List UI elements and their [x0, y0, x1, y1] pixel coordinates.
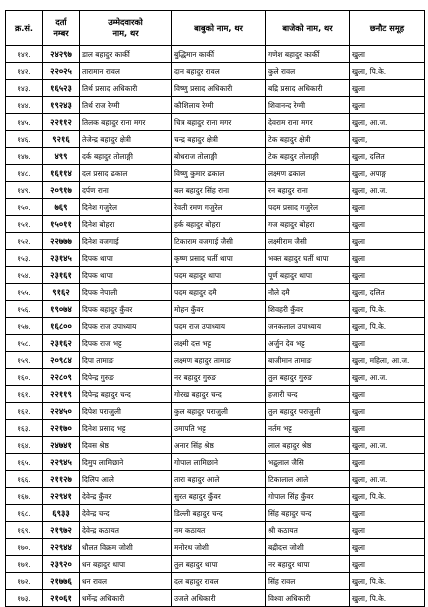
selection-group-cell: खुला, अपाङ्ग: [350, 165, 425, 182]
serial-number-cell: १५२.: [6, 233, 43, 250]
table-row: [6, 233, 425, 250]
header-registration-number: [43, 11, 80, 46]
grandfather-name-cell: बद्रि प्रसाद अधिकारी: [266, 80, 350, 97]
father-name-cell: बुद्धिमान कार्की: [172, 46, 266, 63]
registration-number-cell: २४२९७: [43, 46, 80, 63]
selection-group-cell: खुला, आ.ज.: [350, 471, 425, 488]
registration-number-cell: २०९१७: [43, 182, 80, 199]
grandfather-name-cell: टेक बहादुर तोलाङ्गी: [266, 148, 350, 165]
father-name-cell: तारा बहादुर आले: [172, 471, 266, 488]
registration-number-cell: २१०६१: [43, 590, 80, 607]
header-serial-number: [6, 11, 43, 46]
table-row: [6, 165, 425, 182]
table-row: [6, 46, 425, 63]
selection-group-cell: खुला: [350, 199, 425, 216]
selection-group-cell: खुला: [350, 556, 425, 573]
table-row: [6, 403, 425, 420]
candidate-name-cell: दिपक राज उपाध्याय: [80, 318, 172, 335]
selection-group-cell: खुला, दलित: [350, 284, 425, 301]
father-name-cell: बोधराज तोलाङ्गी: [172, 148, 266, 165]
table-row: [6, 131, 425, 148]
table-row: [6, 216, 425, 233]
father-name-cell: कुल बहादुर पराजुली: [172, 403, 266, 420]
registration-number-cell: ६९३३: [43, 505, 80, 522]
selection-group-cell: खुला: [350, 539, 425, 556]
serial-number-cell: १५३.: [6, 250, 43, 267]
selection-group-cell: खुला: [350, 420, 425, 437]
registration-number-cell: ९१६२: [43, 284, 80, 301]
selection-group-cell: खुला, आ.ज.: [350, 437, 425, 454]
grandfather-name-cell: भक्त बहादुर घर्ती थापा: [266, 250, 350, 267]
registration-number-cell: २११२७: [43, 471, 80, 488]
candidate-name-cell: दिपक बहादुर कुँवर: [80, 301, 172, 318]
registration-number-cell: १६८००: [43, 318, 80, 335]
serial-number-cell: १५०.: [6, 199, 43, 216]
serial-number-cell: १६२.: [6, 403, 43, 420]
header-text-line: छनौट समूह: [369, 22, 405, 33]
selection-group-cell: खुला, पि.के.: [350, 590, 425, 607]
father-name-cell: टिकाराम वजगाई जैसी: [172, 233, 266, 250]
table-row: [6, 369, 425, 386]
selection-group-cell: खुला, महिला, आ.ज.: [350, 352, 425, 369]
father-name-cell: सुरत बहादुर कुँवर: [172, 488, 266, 505]
grandfather-name-cell: भद्रुलाल जैसि: [266, 454, 350, 471]
candidate-name-cell: दिलिप आले: [80, 471, 172, 488]
father-name-cell: डिल्ली बहादुर चन्द: [172, 505, 266, 522]
grandfather-name-cell: शिवानन्द रेग्मी: [266, 97, 350, 114]
serial-number-cell: १५९.: [6, 352, 43, 369]
father-name-cell: पदम बहादुर दमै: [172, 284, 266, 301]
candidate-name-cell: तिलक बहादुर राना मगर: [80, 114, 172, 131]
candidate-name-cell: डाल बहादुर कार्की: [80, 46, 172, 63]
candidate-name-cell: तिर्थ राज रेग्मी: [80, 97, 172, 114]
grandfather-name-cell: शिवहरी कुँवर: [266, 301, 350, 318]
father-name-cell: पदम बहादुर थापा: [172, 267, 266, 284]
header-candidate-name: [80, 11, 172, 46]
header-text-line: दर्ता: [55, 17, 67, 27]
serial-number-cell: १४२.: [6, 63, 43, 80]
serial-number-cell: १६९.: [6, 522, 43, 539]
grandfather-name-cell: बाजीमान तामाङ: [266, 352, 350, 369]
table-row: [6, 352, 425, 369]
grandfather-name-cell: सिंह रावल: [266, 573, 350, 590]
grandfather-name-cell: सिंह बहादुर चन्द: [266, 505, 350, 522]
table-row: [6, 556, 425, 573]
candidate-name-cell: दिनेश वजगाई: [80, 233, 172, 250]
serial-number-cell: १५८.: [6, 335, 43, 352]
candidate-name-cell: देवेन्द्र कुँवर: [80, 488, 172, 505]
candidate-name-cell: दल प्रसाद ढकाल: [80, 165, 172, 182]
table-row: [6, 267, 425, 284]
header-text-line: क्र.सं.: [14, 22, 34, 33]
selection-group-cell: खुला: [350, 522, 425, 539]
header-text-line: उम्मेदवारको: [108, 17, 143, 27]
candidate-name-cell: धर्मेन्द्र अधिकारी: [80, 590, 172, 607]
grandfather-name-cell: गज बहादुर बोहरा: [266, 216, 350, 233]
serial-number-cell: १४१.: [6, 46, 43, 63]
grandfather-name-cell: गणेश बहादुर कार्की: [266, 46, 350, 63]
grandfather-name-cell: हजारी चन्द: [266, 386, 350, 403]
registration-number-cell: १९२४३: [43, 97, 80, 114]
serial-number-cell: १४४.: [6, 97, 43, 114]
selection-group-cell: खुला: [350, 386, 425, 403]
serial-number-cell: १४९.: [6, 182, 43, 199]
selection-group-cell: खुला, आ.ज.: [350, 182, 425, 199]
candidate-name-cell: दिमुप लामिछाने: [80, 454, 172, 471]
candidate-name-cell: दर्क बहादुर तोलाङ्गी: [80, 148, 172, 165]
grandfather-name-cell: नर्तम भट्ट: [266, 420, 350, 437]
grandfather-name-cell: जनकलाल उपाध्याय: [266, 318, 350, 335]
grandfather-name-cell: नौले दमै: [266, 284, 350, 301]
serial-number-cell: १४७.: [6, 148, 43, 165]
registration-number-cell: २२११२: [43, 114, 80, 131]
registration-number-cell: ९२१६: [43, 131, 80, 148]
father-name-cell: कृष्ण प्रसाद घर्ती थापा: [172, 250, 266, 267]
table-row: [6, 182, 425, 199]
father-name-cell: नर बहादुर गुरुङ: [172, 369, 266, 386]
registration-number-cell: २२७७७: [43, 233, 80, 250]
serial-number-cell: १५४.: [6, 267, 43, 284]
registration-number-cell: २२११९: [43, 386, 80, 403]
serial-number-cell: १५७.: [6, 318, 43, 335]
father-name-cell: अनार सिंह श्रेष्ठ: [172, 437, 266, 454]
table-row: [6, 488, 425, 505]
registration-number-cell: २१७७६: [43, 573, 80, 590]
grandfather-name-cell: तुल बहादुर गुरुङ: [266, 369, 350, 386]
serial-number-cell: १७०.: [6, 539, 43, 556]
registration-number-cell: २२४५०: [43, 403, 80, 420]
grandfather-name-cell: लक्ष्मीराम जैसी: [266, 233, 350, 250]
candidate-name-cell: तारामान रावल: [80, 63, 172, 80]
candidate-name-cell: दिपक नेपाली: [80, 284, 172, 301]
candidate-name-cell: दिपक थापा: [80, 250, 172, 267]
candidate-name-cell: दिनेश बोहरा: [80, 216, 172, 233]
father-name-cell: कौशिलाय रेग्मी: [172, 97, 266, 114]
registration-number-cell: २२८०९: [43, 369, 80, 386]
grandfather-name-cell: टेक बहादुर क्षेत्री: [266, 131, 350, 148]
table-row: [6, 471, 425, 488]
candidate-name-cell: धन रावल: [80, 573, 172, 590]
header-row: [6, 11, 425, 46]
grandfather-name-cell: देवराम राना मगर: [266, 114, 350, 131]
father-name-cell: हर्क बहादुर बोहरा: [172, 216, 266, 233]
father-name-cell: रेवती रमण गजुरेल: [172, 199, 266, 216]
table-row: [6, 318, 425, 335]
registration-number-cell: १५०११: [43, 216, 80, 233]
selection-group-cell: खुला, पि.के.: [350, 318, 425, 335]
selection-group-cell: खुला, दलित: [350, 148, 425, 165]
selection-group-cell: खुला, पि.के.: [350, 301, 425, 318]
candidate-table: [5, 10, 425, 607]
header-selection-group: [350, 11, 425, 46]
table-row: [6, 505, 425, 522]
header-text-line: नम्बर: [53, 28, 69, 38]
table-row: [6, 539, 425, 556]
father-name-cell: दान बहादुर रावल: [172, 63, 266, 80]
selection-group-cell: खुला,: [350, 131, 425, 148]
father-name-cell: विष्णु कुमार ढकाल: [172, 165, 266, 182]
candidate-list-sheet: [5, 10, 424, 607]
father-name-cell: मोहन कुँवर: [172, 301, 266, 318]
registration-number-cell: २३९२०: [43, 556, 80, 573]
header-father-name: [172, 11, 266, 46]
registration-number-cell: २३१६१: [43, 267, 80, 284]
father-name-cell: गोपाल लामिछाने: [172, 454, 266, 471]
selection-group-cell: खुला, पि.के.: [350, 63, 425, 80]
table-row: [6, 573, 425, 590]
table-row: [6, 590, 425, 607]
candidate-name-cell: धन बहादुर थापा: [80, 556, 172, 573]
registration-number-cell: १६५२३: [43, 80, 80, 97]
registration-number-cell: ७६९: [43, 199, 80, 216]
registration-number-cell: ४९९: [43, 148, 80, 165]
father-name-cell: उमापति भट्ट: [172, 420, 266, 437]
grandfather-name-cell: विश्वा अधिकारी: [266, 590, 350, 607]
grandfather-name-cell: पदम प्रसाद गजुरेल: [266, 199, 350, 216]
registration-number-cell: २२९४५: [43, 454, 80, 471]
selection-group-cell: खुला: [350, 80, 425, 97]
candidate-name-cell: दिपक थापा: [80, 267, 172, 284]
table-row: [6, 114, 425, 131]
serial-number-cell: १६५.: [6, 454, 43, 471]
grandfather-name-cell: पूर्ण बहादुर थापा: [266, 267, 350, 284]
grandfather-name-cell: अर्जुन देव भट्ट: [266, 335, 350, 352]
table-row: [6, 420, 425, 437]
father-name-cell: दल बहादुर रावल: [172, 573, 266, 590]
father-name-cell: पदम राज उपाध्याय: [172, 318, 266, 335]
table-row: [6, 80, 425, 97]
selection-group-cell: खुला: [350, 46, 425, 63]
serial-number-cell: १५६.: [6, 301, 43, 318]
selection-group-cell: खुला: [350, 505, 425, 522]
candidate-name-cell: दिपेन्द्र बहादुर चन्द: [80, 386, 172, 403]
selection-group-cell: खुला: [350, 267, 425, 284]
serial-number-cell: १६७.: [6, 488, 43, 505]
candidate-name-cell: दिनेश गजुरेल: [80, 199, 172, 216]
father-name-cell: बल बहादुर सिंह राना: [172, 182, 266, 199]
father-name-cell: चन्द्र बहादुर क्षेत्री: [172, 131, 266, 148]
grandfather-name-cell: लक्ष्मण ढकाल: [266, 165, 350, 182]
candidate-name-cell: दिनेश प्रसाद भट्ट: [80, 420, 172, 437]
candidate-name-cell: दिपेश पराजुली: [80, 403, 172, 420]
grandfather-name-cell: कुले रावल: [266, 63, 350, 80]
grandfather-name-cell: नर बहादुर थापा: [266, 556, 350, 573]
candidate-name-cell: तेजेन्द्र बहादुर क्षेत्री: [80, 131, 172, 148]
table-row: [6, 386, 425, 403]
grandfather-name-cell: बद्रीदत्त जोशी: [266, 539, 350, 556]
registration-number-cell: १६११४: [43, 165, 80, 182]
registration-number-cell: २३१६२: [43, 335, 80, 352]
father-name-cell: लक्ष्मण बहादुर तामाङ: [172, 352, 266, 369]
father-name-cell: उजले अधिकारी: [172, 590, 266, 607]
header-text-line: नाम, थर: [112, 28, 139, 38]
serial-number-cell: १६४.: [6, 437, 43, 454]
registration-number-cell: २१९७२: [43, 522, 80, 539]
serial-number-cell: १६०.: [6, 369, 43, 386]
registration-number-cell: २०९८४: [43, 352, 80, 369]
registration-number-cell: २२१७०: [43, 420, 80, 437]
candidate-name-cell: धौलत विक्रम जोशी: [80, 539, 172, 556]
serial-number-cell: १६३.: [6, 420, 43, 437]
serial-number-cell: १६१.: [6, 386, 43, 403]
registration-number-cell: २४७४१: [43, 437, 80, 454]
table-row: [6, 335, 425, 352]
selection-group-cell: खुला, पि.के.: [350, 488, 425, 505]
candidate-name-cell: दिपा तामाङ: [80, 352, 172, 369]
grandfather-name-cell: रन बहादुर राना: [266, 182, 350, 199]
registration-number-cell: २२०२५: [43, 63, 80, 80]
header-grandfather-name: [266, 11, 350, 46]
father-name-cell: नम कठायत: [172, 522, 266, 539]
grandfather-name-cell: गोपाल सिंह कुँवर: [266, 488, 350, 505]
serial-number-cell: १५१.: [6, 216, 43, 233]
selection-group-cell: खुला, आ.ज.: [350, 369, 425, 386]
registration-number-cell: २२९४१: [43, 488, 80, 505]
serial-number-cell: १७२.: [6, 573, 43, 590]
selection-group-cell: खुला, पि.के.: [350, 573, 425, 590]
selection-group-cell: खुला: [350, 97, 425, 114]
serial-number-cell: १७३.: [6, 590, 43, 607]
table-body: [6, 46, 425, 607]
serial-number-cell: १६६.: [6, 471, 43, 488]
grandfather-name-cell: श्री कठायत: [266, 522, 350, 539]
grandfather-name-cell: टिकालाल आले: [266, 471, 350, 488]
selection-group-cell: खुला: [350, 250, 425, 267]
father-name-cell: तुल बहादुर थापा: [172, 556, 266, 573]
selection-group-cell: खुला: [350, 403, 425, 420]
candidate-name-cell: तिर्थ प्रसाद अधिकारी: [80, 80, 172, 97]
table-row: [6, 199, 425, 216]
serial-number-cell: १७१.: [6, 556, 43, 573]
header-text-line: बाबुको नाम, थर: [194, 22, 243, 33]
candidate-name-cell: दर्पण राना: [80, 182, 172, 199]
selection-group-cell: खुला: [350, 454, 425, 471]
table-row: [6, 301, 425, 318]
father-name-cell: मनोरथ जोशी: [172, 539, 266, 556]
registration-number-cell: १९०७४: [43, 301, 80, 318]
candidate-name-cell: दिपक राज भट्ट: [80, 335, 172, 352]
selection-group-cell: खुला: [350, 216, 425, 233]
serial-number-cell: १४३.: [6, 80, 43, 97]
serial-number-cell: १५५.: [6, 284, 43, 301]
candidate-name-cell: दिवस श्रेष्ठ: [80, 437, 172, 454]
header-text-line: बाजेको नाम, थर: [282, 22, 333, 33]
registration-number-cell: २२९४४: [43, 539, 80, 556]
candidate-name-cell: दिपेन्द्र गुरुङ: [80, 369, 172, 386]
table-row: [6, 522, 425, 539]
father-name-cell: चित्र बहादुर राना मगर: [172, 114, 266, 131]
table-row: [6, 284, 425, 301]
table-row: [6, 97, 425, 114]
candidate-name-cell: देवेन्द्र कठायत: [80, 522, 172, 539]
grandfather-name-cell: लाल बहादुर श्रेष्ठ: [266, 437, 350, 454]
father-name-cell: लक्ष्मी दत्त भट्ट: [172, 335, 266, 352]
serial-number-cell: १४८.: [6, 165, 43, 182]
table-row: [6, 437, 425, 454]
table-row: [6, 250, 425, 267]
table-row: [6, 148, 425, 165]
candidate-name-cell: देवेन्द्र चन्द: [80, 505, 172, 522]
registration-number-cell: २३१४५: [43, 250, 80, 267]
serial-number-cell: १४५.: [6, 114, 43, 131]
table-row: [6, 454, 425, 471]
table-row: [6, 63, 425, 80]
selection-group-cell: खुला: [350, 335, 425, 352]
selection-group-cell: खुला, आ.ज.: [350, 114, 425, 131]
grandfather-name-cell: तुल बहादुर पराजुली: [266, 403, 350, 420]
serial-number-cell: १६८.: [6, 505, 43, 522]
selection-group-cell: खुला: [350, 233, 425, 250]
serial-number-cell: १४६.: [6, 131, 43, 148]
father-name-cell: विष्णु प्रसाद अधिकारी: [172, 80, 266, 97]
father-name-cell: गोरख बहादुर चन्द: [172, 386, 266, 403]
